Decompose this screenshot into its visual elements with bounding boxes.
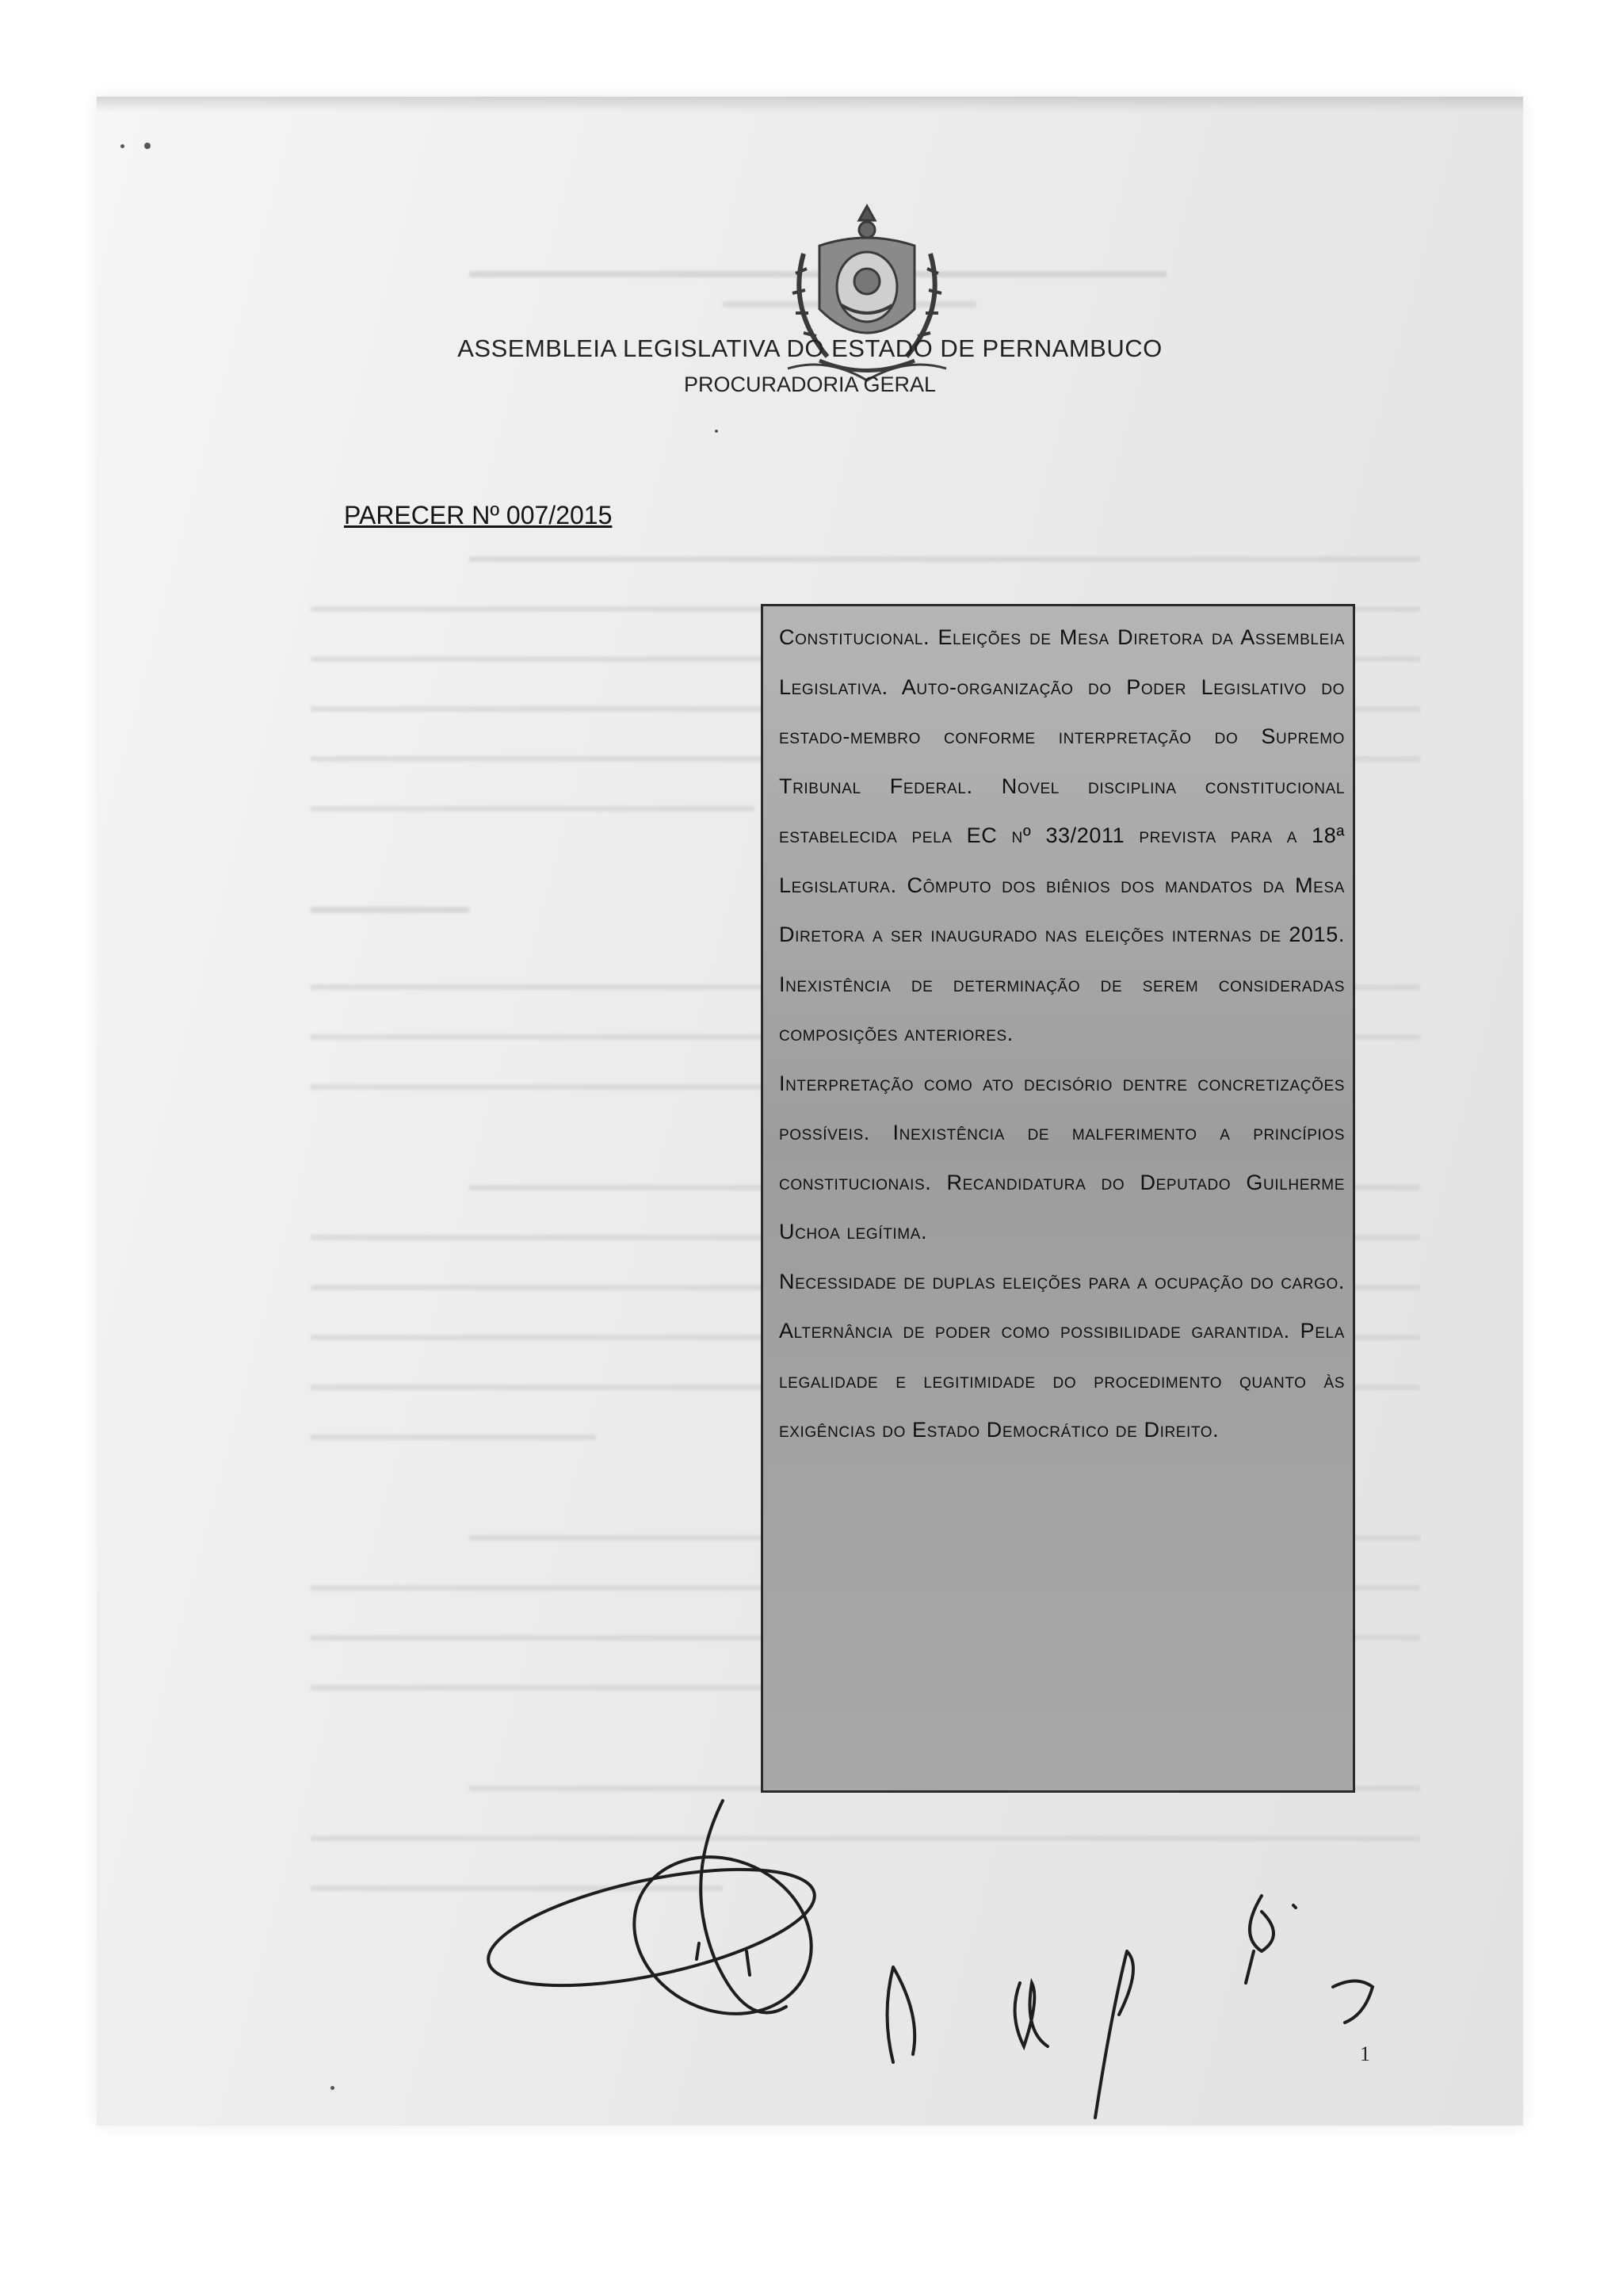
department-name: PROCURADORIA GERAL bbox=[683, 372, 937, 396]
institution-name: ASSEMBLEIA LEGISLATIVA DO ESTADO DE PERNAMBUCO bbox=[457, 334, 1163, 362]
scan-speck bbox=[715, 430, 718, 433]
scan-speck bbox=[120, 144, 124, 148]
document-title: PARECER Nº 007/2015 bbox=[344, 501, 613, 529]
ementa-paragraph: Constitucional. Eleições de Mesa Diretora da Assembleia Legislativa. Auto-organização do Poder Legislativo do estado-membro conforme interpretação do Supremo Tribunal Federal. Novel disciplina constitucional estabelecida pela EC nº 33/2011 prevista para a 18ª Legislatura. Cômputo dos biênios dos mandatos da Mesa Diretora a ser inaugurado nas eleições internas de 2015. Inexistência de determinação de serem consideradas composições anteriores. bbox=[779, 625, 1345, 1045]
handwritten-signatures bbox=[97, 97, 1523, 2126]
ementa-paragraph: Necessidade de duplas eleições para a ocupação do cargo. Alternância de poder como possibilidade garantida. Pela legalidade e legitimidade do procedimento quanto às exigências do Estado Democrático de Direito. bbox=[779, 1269, 1345, 1442]
document-page bbox=[97, 97, 1523, 2126]
ementa-paragraph: Interpretação como ato decisório dentre concretizações possíveis. Inexistência de malferimento a princípios constitucionais. Recandidatura do Deputado Guilherme Uchoa legítima. bbox=[779, 1071, 1345, 1244]
scan-speck bbox=[144, 143, 151, 149]
page-number: 1 bbox=[1360, 2042, 1370, 2065]
scan-speck bbox=[330, 2086, 334, 2090]
